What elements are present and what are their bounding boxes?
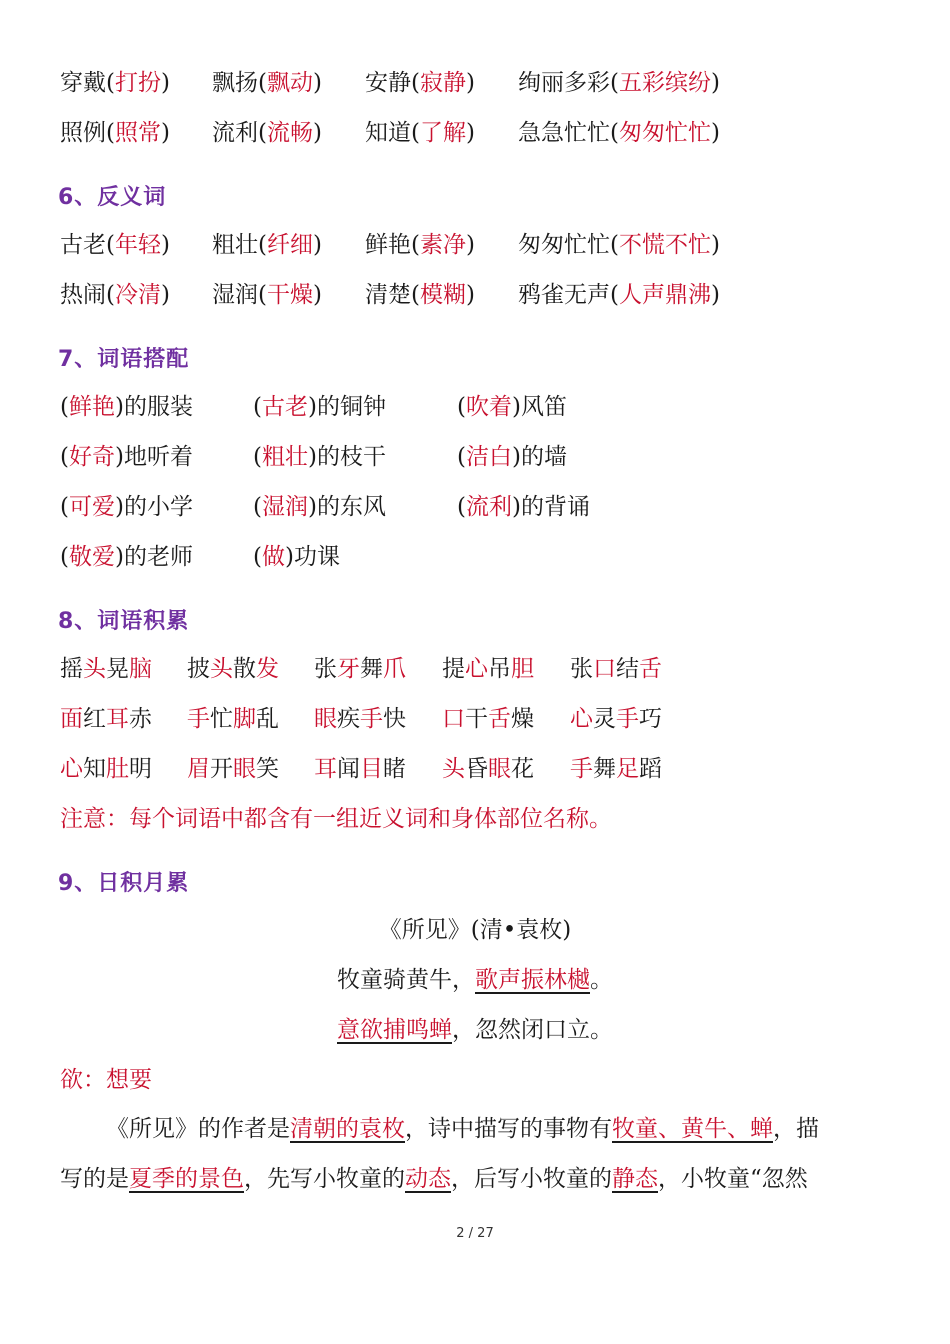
poem-title: 《所见》(清•袁枚) — [378, 917, 572, 943]
section-7-heading: 7、词语搭配 — [58, 347, 190, 372]
idiom-note: 注意：每个词语中都含有一组近义词和身体部位名称。 — [60, 806, 612, 832]
poem-line-1: 牧童骑黄牛，歌声振林樾。 — [337, 967, 613, 993]
poem-analysis-line-1: 《所见》的作者是清朝的袁枚，诗中描写的事物有牧童、黄牛、蝉，描 — [106, 1116, 819, 1142]
section-9-heading: 9、日积月累 — [58, 871, 190, 896]
poem-line-2: 意欲捕鸣蝉，忽然闭口立。 — [337, 1017, 613, 1043]
section-8-heading: 8、词语积累 — [58, 609, 190, 634]
section-6-heading: 6、反义词 — [58, 185, 167, 210]
poem-analysis-line-2: 写的是夏季的景色，先写小牧童的动态，后写小牧童的静态，小牧童“忽然 — [60, 1166, 808, 1192]
word-gloss: 欲：想要 — [60, 1067, 152, 1093]
page-number: 2 / 27 — [456, 1226, 494, 1241]
